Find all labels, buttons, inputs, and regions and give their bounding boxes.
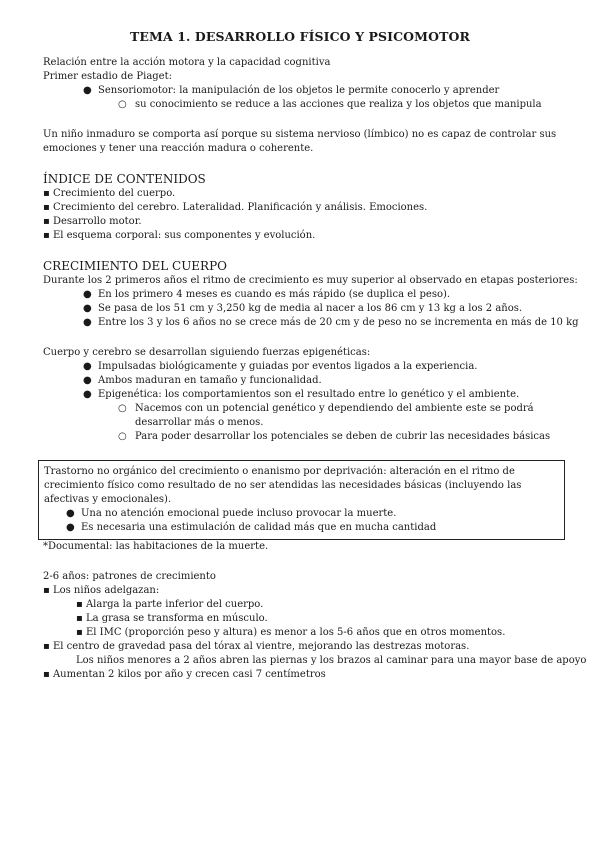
list-item: ○ Para poder desarrollar los potenciales se deben de cubrir las necesidades básicas [118,431,551,442]
list-item: ▪ Los niños adelgazan: [43,585,160,596]
list-item: ○ su conocimiento se reduce a las acciones que realiza y los objetos que manipula [118,99,542,110]
list-item: ▪ La grasa se transforma en músculo. [76,613,268,624]
list-item: ▪ El IMC (proporción peso y altura) es menor a los 5-6 años que en otros momentos. [76,627,506,638]
intro-paragraph: Un niño inmaduro se comporta así porque su sistema nervioso (límbico) no es capaz de controlar sus emociones y tener una reacción madura o coherente. [43,129,557,154]
intro-line: Primer estadio de Piaget: [43,71,172,82]
list-item: ● Impulsadas biológicamente y guiadas por eventos ligados a la experiencia. [83,361,478,372]
list-item: ● Entre los 3 y los 6 años no se crece más de 20 cm y de peso no se incrementa en más de 10 kg [83,317,579,328]
list-item: ● Sensoriomotor: la manipulación de los objetos le permite conocerlo y aprender [83,85,500,96]
list-item: ▪ El centro de gravedad pasa del tórax al vientre, mejorando las destrezas motoras. [43,641,470,652]
bullet-icon: ● [83,317,92,328]
list-item: ● Epigenética: los comportamientos son el resultado entre lo genético y el ambiente. [83,389,520,400]
document-body [43,56,587,682]
bullet-icon: ● [83,361,92,372]
circle-bullet-icon: ○ [118,99,127,110]
paragraph: Durante los 2 primeros años el ritmo de crecimiento es muy superior al observado en etapas posteriores: [43,275,578,286]
bullet-icon: ● [83,389,92,400]
list-item-note: Los niños menores a 2 años abren las piernas y los brazos al caminar para una mayor base de apoyo [76,655,587,666]
bullet-icon: ● [83,303,92,314]
list-item: ▪ Desarrollo motor. [43,216,142,227]
list-item: ▪ Crecimiento del cuerpo. [43,188,176,199]
intro-line: Relación entre la acción motora y la capacidad cognitiva [43,57,331,68]
list-item: ▪ El esquema corporal: sus componentes y evolución. [43,230,316,241]
section-heading: CRECIMIENTO DEL CUERPO [43,259,228,273]
subsection-heading: 2-6 años: patrones de crecimiento [43,571,216,582]
list-item: ● Se pasa de los 51 cm y 3,250 kg de media al nacer a los 86 cm y 13 kg a los 2 años. [83,303,523,314]
bullet-icon: ● [83,289,92,300]
documental-note: *Documental: las habitaciones de la muerte. [43,541,269,552]
section-heading: ÍNDICE DE CONTENIDOS [43,172,206,186]
list-item: ▪ Alarga la parte inferior del cuerpo. [76,599,264,610]
list-item: ● Una no atención emocional puede incluso provocar la muerte. [66,508,397,519]
bullet-icon: ● [83,375,92,386]
list-item: ○ Nacemos con un potencial genético y dependiendo del ambiente este se podrá desarrollar más o menos. [118,403,534,428]
bullet-icon: ● [66,508,75,519]
callout-box [38,460,565,540]
bullet-icon: ● [83,85,92,96]
bullet-icon: ● [66,522,75,533]
page-title: TEMA 1. DESARROLLO FÍSICO Y PSICOMOTOR [130,29,470,44]
callout-text: Trastorno no orgánico del crecimiento o enanismo por deprivación: alteración en el ritmo de crecimiento físico como resultado de no ser atendidas las necesidades básicas (incluyendo las afectivas y emocionales). [44,466,522,505]
list-item: ● Es necesaria una estimulación de calidad más que en mucha cantidad [66,522,437,533]
list-item: ▪ Crecimiento del cerebro. Lateralidad. Planificación y análisis. Emociones. [43,202,428,213]
list-item: ● Ambos maduran en tamaño y funcionalidad. [83,375,322,386]
circle-bullet-icon: ○ [118,403,127,414]
circle-bullet-icon: ○ [118,431,127,442]
list-item: ● En los primero 4 meses es cuando es más rápido (se duplica el peso). [83,289,451,300]
list-item: ▪ Aumentan 2 kilos por año y crecen casi 7 centímetros [43,669,326,680]
paragraph: Cuerpo y cerebro se desarrollan siguiendo fuerzas epigenéticas: [43,347,371,358]
